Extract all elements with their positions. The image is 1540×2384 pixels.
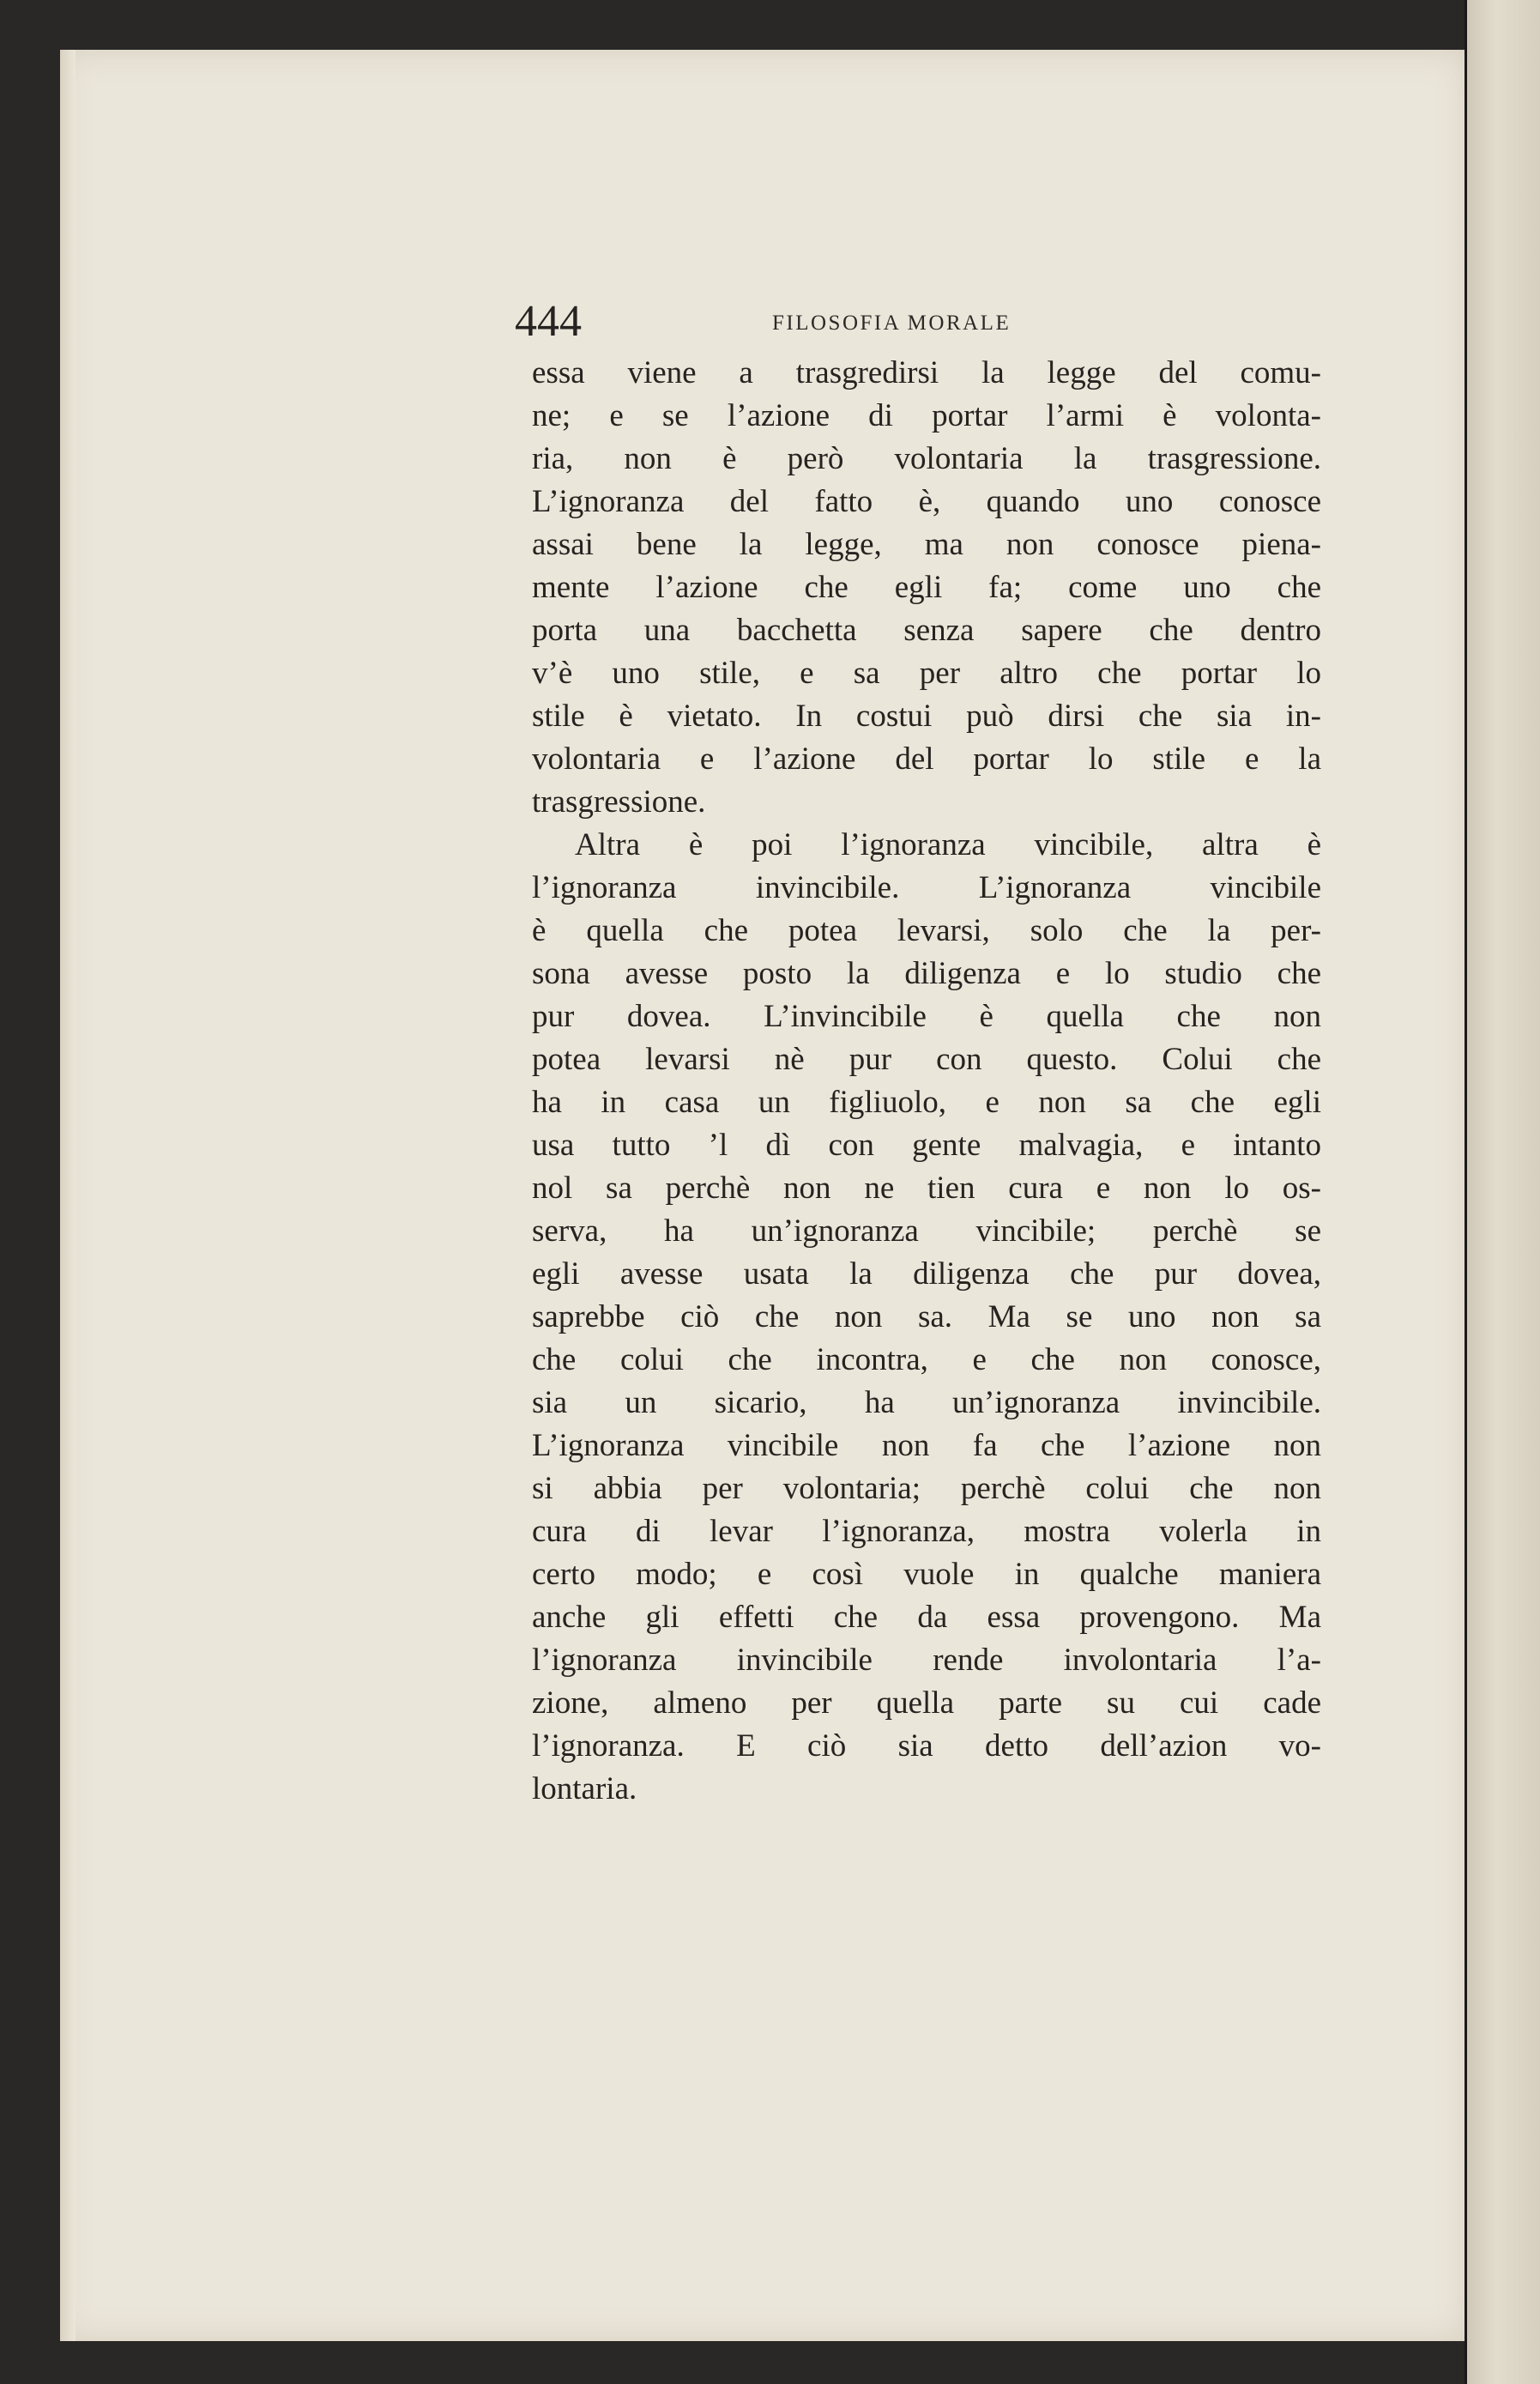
text-line: anche gli effetti che da essa provengono. Ma xyxy=(532,1600,1321,1635)
text-line: stile è vietato. In costui può dirsi che sia in- xyxy=(532,699,1321,734)
text-line: si abbia per volontaria; perchè colui che non xyxy=(532,1471,1321,1506)
page-number: 444 xyxy=(515,297,582,346)
text-line: è quella che potea levarsi, solo che la per- xyxy=(532,913,1321,948)
text-line: certo modo; e così vuole in qualche maniera xyxy=(532,1557,1321,1592)
text-line: mente l’azione che egli fa; come uno che xyxy=(532,570,1321,605)
body-text xyxy=(532,352,1321,1828)
text-line: trasgressione. xyxy=(532,784,706,820)
text-line: cura di levar l’ignoranza, mostra volerla in xyxy=(532,1514,1321,1549)
text-line: serva, ha un’ignoranza vincibile; perchè se xyxy=(532,1213,1321,1249)
text-line: saprebbe ciò che non sa. Ma se uno non sa xyxy=(532,1299,1321,1334)
text-line: ne; e se l’azione di portar l’armi è volonta- xyxy=(532,398,1321,433)
text-line: sona avesse posto la diligenza e lo studio che xyxy=(532,956,1321,991)
book-spine xyxy=(1465,0,1540,2384)
text-line: ha in casa un figliuolo, e non sa che egli xyxy=(532,1085,1321,1120)
text-line: l’ignoranza invincibile rende involontaria l’a- xyxy=(532,1643,1321,1678)
text-line: zione, almeno per quella parte su cui cade xyxy=(532,1685,1321,1721)
text-line: sia un sicario, ha un’ignoranza invincibile. xyxy=(532,1385,1321,1420)
text-line: pur dovea. L’invincibile è quella che non xyxy=(532,999,1321,1034)
scan-background-top xyxy=(0,0,1540,50)
text-line: egli avesse usata la diligenza che pur dovea, xyxy=(532,1256,1321,1292)
page-edge xyxy=(60,50,75,2341)
running-title: FILOSOFIA MORALE xyxy=(772,312,1012,335)
text-line: volontaria e l’azione del portar lo stile e la xyxy=(532,741,1321,777)
text-line: L’ignoranza del fatto è, quando uno conosce xyxy=(532,484,1321,519)
text-line: l’ignoranza invincibile. L’ignoranza vincibile xyxy=(532,870,1321,905)
text-line: lontaria. xyxy=(532,1771,637,1806)
text-line: l’ignoranza. E ciò sia detto dell’azion vo- xyxy=(532,1728,1321,1764)
text-line: potea levarsi nè pur con questo. Colui che xyxy=(532,1042,1321,1077)
text-line: nol sa perchè non ne tien cura e non lo os- xyxy=(532,1171,1321,1206)
text-line: essa viene a trasgredirsi la legge del comu- xyxy=(532,355,1321,390)
text-line: L’ignoranza vincibile non fa che l’azione non xyxy=(532,1428,1321,1463)
text-line: che colui che incontra, e che non conosce, xyxy=(532,1342,1321,1377)
text-line: usa tutto ’l dì con gente malvagia, e intanto xyxy=(532,1128,1321,1163)
page-header xyxy=(515,296,1115,348)
text-line: assai bene la legge, ma non conosce piena- xyxy=(532,527,1321,562)
text-line: ria, non è però volontaria la trasgressione. xyxy=(532,441,1321,476)
text-line: Altra è poi l’ignoranza vincibile, altra è xyxy=(575,827,1321,862)
text-line: porta una bacchetta senza sapere che dentro xyxy=(532,613,1321,648)
text-line: v’è uno stile, e sa per altro che portar lo xyxy=(532,656,1321,691)
